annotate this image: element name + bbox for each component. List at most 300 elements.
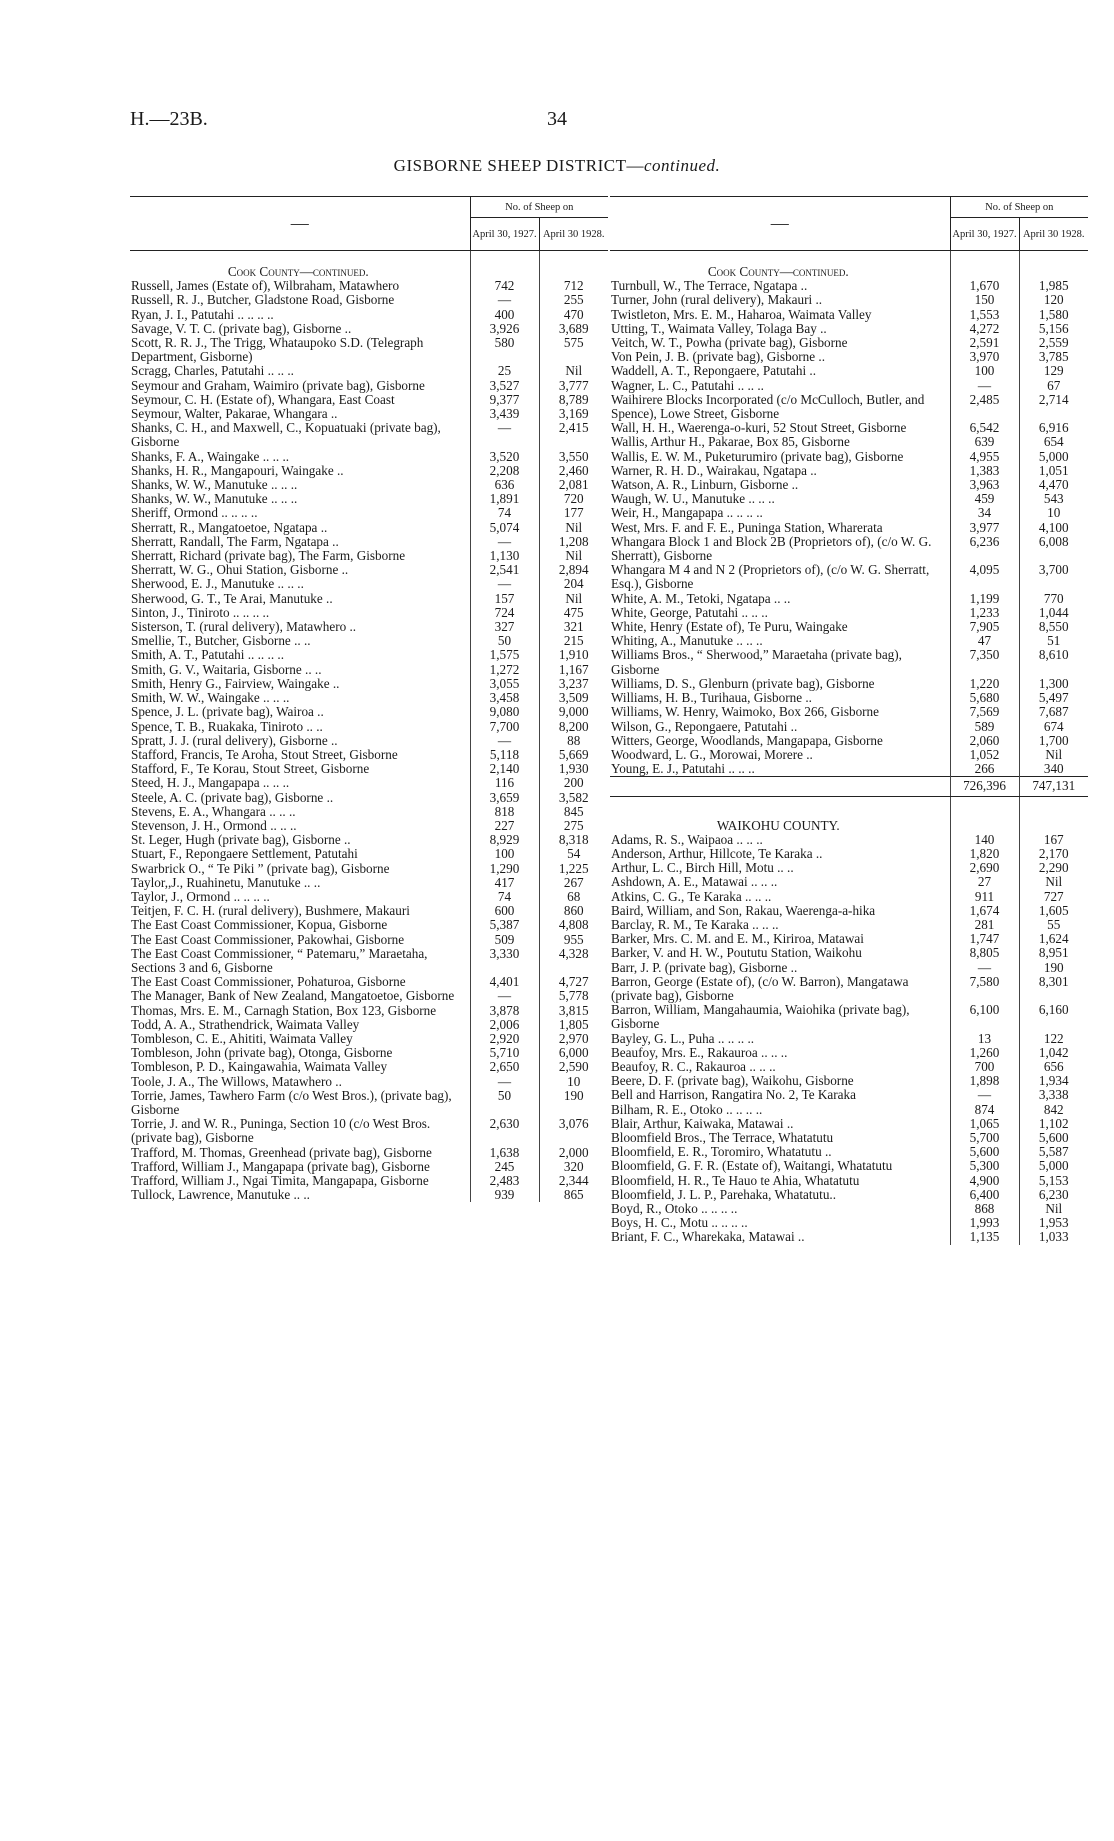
right-body-2 [610, 833, 1088, 1245]
sheep-1927: 1,065 [950, 1117, 1019, 1131]
holder-name: Briant, F. C., Wharekaka, Matawai .. [611, 1229, 805, 1245]
sheep-1928: 475 [539, 606, 608, 620]
table-row [610, 1174, 1088, 1188]
sheep-1928: 4,470 [1019, 478, 1088, 492]
holder-name: Trafford, M. Thomas, Greenhead (private bag), Gisborne [131, 1144, 432, 1160]
holder-name: The East Coast Commissioner, Kopua, Gisborne [131, 917, 388, 933]
table-row [130, 450, 608, 464]
table-row [610, 720, 1088, 734]
sheep-1928: 5,778 [539, 989, 608, 1003]
sheep-1927: — [470, 734, 539, 748]
holder-name: West, Mrs. F. and F. E., Puninga Station, Wharerata [611, 519, 883, 535]
table-row [130, 947, 608, 975]
holder-name: The East Coast Commissioner, “ Patemaru,” Maraetaha, Sections 3 and 6, Gisborne [131, 945, 428, 975]
holder-name: Beaufoy, Mrs. E., Rakauroa .. .. .. [611, 1044, 788, 1060]
holder-name: Bloomfield, G. F. R. (Estate of), Waitangi, Whatatutu [611, 1158, 893, 1174]
sheep-1927: 5,700 [950, 1131, 1019, 1145]
holder-name: Teitjen, F. C. H. (rural delivery), Bushmere, Makauri [131, 903, 410, 919]
sheep-1927: 3,977 [950, 521, 1019, 535]
sheep-1928: 2,894 [539, 563, 608, 577]
holder-name: Ashdown, A. E., Matawai .. .. .. [611, 874, 778, 890]
sheep-1927: 4,900 [950, 1174, 1019, 1188]
sheep-1927: 4,272 [950, 322, 1019, 336]
sheep-1928: 3,815 [539, 1004, 608, 1018]
sheep-1927: 5,387 [470, 918, 539, 932]
sheep-1927: 1,199 [950, 592, 1019, 606]
sheep-1927: 34 [950, 506, 1019, 520]
sheep-1927: — [470, 535, 539, 549]
table-row [610, 1074, 1088, 1088]
sheep-1927: 1,233 [950, 606, 1019, 620]
holder-name: Steele, A. C. (private bag), Gisborne .. [131, 789, 334, 805]
sheep-1928: 3,582 [539, 791, 608, 805]
sheep-1927: 7,905 [950, 620, 1019, 634]
waikohu-county-heading: WAIKOHU COUNTY. [716, 817, 840, 833]
table-row [610, 450, 1088, 464]
sheep-1928: 674 [1019, 720, 1088, 734]
sheep-1928: 5,669 [539, 748, 608, 762]
sheep-1927: 100 [470, 847, 539, 861]
sheep-1928: 1,102 [1019, 1117, 1088, 1131]
sheep-1928: 54 [539, 847, 608, 861]
sheep-1927: 1,891 [470, 492, 539, 506]
sheep-1927: 2,541 [470, 563, 539, 577]
sheep-1927: 140 [950, 833, 1019, 847]
holder-name: Taylor,,J., Ruahinetu, Manutuke .. .. [131, 874, 321, 890]
table-row [130, 308, 608, 322]
table-row [610, 364, 1088, 378]
holder-name: Waddell, A. T., Repongaere, Patutahi .. [611, 363, 817, 379]
sheep-1927: 27 [950, 875, 1019, 889]
sheep-1928: 1,033 [1019, 1230, 1088, 1244]
left-body [130, 251, 608, 1203]
sheep-1928: 8,318 [539, 833, 608, 847]
sheep-1928: 5,153 [1019, 1174, 1088, 1188]
holder-name: Trafford, William J., Ngai Timita, Mangapapa, Gisborne [131, 1173, 429, 1188]
table-row [130, 776, 608, 790]
sheep-1928: 8,951 [1019, 946, 1088, 960]
holder-name: Scragg, Charles, Patutahi .. .. .. [131, 363, 294, 379]
sheep-1928: 2,344 [539, 1174, 608, 1188]
table-row [610, 677, 1088, 691]
table-row [130, 791, 608, 805]
sheep-1928: 1,208 [539, 535, 608, 549]
title-continued: continued. [644, 156, 721, 175]
table-row [610, 833, 1088, 847]
holder-name: White, George, Patutahi .. .. .. [611, 604, 768, 620]
sheep-1927: 1,747 [950, 932, 1019, 946]
sheep-1927: 459 [950, 492, 1019, 506]
sheep-1928: Nil [1019, 875, 1088, 889]
sheep-1928: 2,590 [539, 1060, 608, 1074]
sheep-1927: 266 [950, 762, 1019, 777]
sheep-1928: 68 [539, 890, 608, 904]
sheep-1927: 2,591 [950, 336, 1019, 350]
holder-name: Spence, J. L. (private bag), Wairoa .. [131, 704, 324, 720]
table-row [610, 308, 1088, 322]
table-row [130, 620, 608, 634]
table-row [610, 1060, 1088, 1074]
sheep-1928: 1,910 [539, 648, 608, 662]
sheep-1927: 9,377 [470, 393, 539, 407]
sheep-1928: 55 [1019, 918, 1088, 932]
table-row [610, 847, 1088, 861]
table-row [610, 890, 1088, 904]
sheep-1928: 5,000 [1019, 450, 1088, 464]
holder-name: Boys, H. C., Motu .. .. .. .. [611, 1215, 748, 1231]
holder-name: Smellie, T., Butcher, Gisborne .. .. [131, 633, 311, 649]
sheep-1928: 2,460 [539, 464, 608, 478]
sheep-1928: 3,700 [1019, 563, 1088, 591]
sheep-1928: 865 [539, 1188, 608, 1202]
sheep-1928: 654 [1019, 435, 1088, 449]
sheep-1927: 2,483 [470, 1174, 539, 1188]
table-row [130, 506, 608, 520]
right-total-body [610, 777, 1088, 833]
left-dash-header: — [130, 197, 470, 251]
total-1927: 726,396 [950, 777, 1019, 796]
holder-name: Williams, W. Henry, Waimoko, Box 266, Gisborne [611, 704, 879, 720]
sheep-1927: 281 [950, 918, 1019, 932]
holder-name: Stuart, F., Repongaere Settlement, Patutahi [131, 846, 358, 862]
holder-name: Bloomfield, E. R., Toromiro, Whatatutu .. [611, 1144, 832, 1160]
sheep-1928: 215 [539, 634, 608, 648]
table-row [130, 833, 608, 847]
sheep-1928: 3,237 [539, 677, 608, 691]
holder-name: Russell, James (Estate of), Wilbraham, Matawhero [131, 278, 400, 294]
sheep-1927: 5,074 [470, 521, 539, 535]
table-row [610, 620, 1088, 634]
holder-name: Bayley, G. L., Puha .. .. .. .. [611, 1030, 755, 1046]
sheep-1927: 600 [470, 904, 539, 918]
sheep-1928: 255 [539, 293, 608, 307]
holder-name: Barron, George (Estate of), (c/o W. Barron), Mangatawa (private bag), Gisborne [611, 973, 909, 1003]
holder-name: Thomas, Mrs. E. M., Carnagh Station, Box 123, Gisborne [131, 1002, 437, 1018]
sheep-1927: 3,458 [470, 691, 539, 705]
table-row [610, 606, 1088, 620]
holder-name: Twistleton, Mrs. E. M., Haharoa, Waimata Valley [611, 306, 872, 322]
holder-name: White, Henry (Estate of), Te Puru, Waingake [611, 619, 848, 635]
holder-name: Smith, A. T., Patutahi .. .. .. .. [131, 647, 285, 663]
sheep-1927: 3,055 [470, 677, 539, 691]
holder-name: Tullock, Lawrence, Manutuke .. .. [131, 1187, 310, 1203]
sheep-1927: 9,080 [470, 705, 539, 719]
sheep-1927: 1,638 [470, 1146, 539, 1160]
table-row [610, 634, 1088, 648]
table-row [610, 336, 1088, 350]
right-table [610, 196, 1088, 1245]
sheep-1928: 2,000 [539, 1146, 608, 1160]
table-row [130, 407, 608, 421]
holder-name: Whangara Block 1 and Block 2B (Proprietors of), (c/o W. G. Sherratt), Gisborne [611, 533, 932, 564]
holder-name: Steed, H. J., Mangapapa .. .. .. [131, 775, 290, 791]
sheep-1927: — [470, 577, 539, 591]
sheep-1927: 7,700 [470, 720, 539, 734]
table-row [610, 1088, 1088, 1102]
holder-name: Baird, William, and Son, Rakau, Waerenga-a-hika [611, 902, 876, 918]
table-row [610, 464, 1088, 478]
holder-name: Bilham, R. E., Otoko .. .. .. .. [611, 1101, 763, 1117]
table-row [130, 1089, 608, 1117]
sheep-1928: 88 [539, 734, 608, 748]
table-row [130, 904, 608, 918]
sheep-1928: 340 [1019, 762, 1088, 777]
sheep-1927: 868 [950, 1202, 1019, 1216]
table-row [610, 705, 1088, 719]
sheep-1928: 3,689 [539, 322, 608, 336]
sheep-1927: 1,130 [470, 549, 539, 563]
table-row [130, 379, 608, 393]
holder-name: Sherratt, Richard (private bag), The Farm, Gisborne [131, 548, 406, 564]
sheep-1927: 7,569 [950, 705, 1019, 719]
sheep-1928: 3,509 [539, 691, 608, 705]
sheep-1927: 939 [470, 1188, 539, 1202]
holder-name: St. Leger, Hugh (private bag), Gisborne .. [131, 832, 351, 848]
sheep-1928: 67 [1019, 379, 1088, 393]
holder-name: Weir, H., Mangapapa .. .. .. .. [611, 505, 763, 521]
sheep-1927: 580 [470, 336, 539, 364]
sheep-1927: — [950, 379, 1019, 393]
holder-name: Toole, J. A., The Willows, Matawhero .. [131, 1073, 342, 1089]
sheep-1928: 3,169 [539, 407, 608, 421]
table-row [610, 563, 1088, 591]
holder-name: Todd, A. A., Strathendrick, Waimata Valley [131, 1016, 360, 1032]
holder-name: Shanks, C. H., and Maxwell, C., Kopuatuaki (private bag), Gisborne [131, 420, 441, 450]
sheep-1927: 6,100 [950, 1003, 1019, 1031]
sheep-1927: 2,060 [950, 734, 1019, 748]
holder-name: Bell and Harrison, Rangatira No. 2, Te Karaka [611, 1087, 856, 1103]
sheep-1927: 2,140 [470, 762, 539, 776]
sheep-1927: 2,690 [950, 861, 1019, 875]
sheep-1927: 3,330 [470, 947, 539, 975]
sheep-1927: 6,542 [950, 421, 1019, 435]
sheep-1927: 417 [470, 876, 539, 890]
sheep-1928: 8,610 [1019, 648, 1088, 676]
sheep-1927: — [470, 1075, 539, 1089]
table-row [610, 918, 1088, 932]
table-row [130, 890, 608, 904]
table-row [130, 1146, 608, 1160]
sheep-1927: 7,350 [950, 648, 1019, 676]
sheep-1928: 5,000 [1019, 1159, 1088, 1173]
sheep-1928: 1,300 [1019, 677, 1088, 691]
sheep-1928: 1,953 [1019, 1216, 1088, 1230]
holder-name: Stevenson, J. H., Ormond .. .. .. [131, 817, 297, 833]
sheep-1928: 860 [539, 904, 608, 918]
sheep-1928: 2,415 [539, 421, 608, 449]
table-row [610, 1230, 1088, 1244]
sheep-1928: 575 [539, 336, 608, 364]
sheep-1927: 509 [470, 933, 539, 947]
sheep-1928: 1,934 [1019, 1074, 1088, 1088]
sheep-1927: 742 [470, 279, 539, 293]
sheep-1928: 51 [1019, 634, 1088, 648]
holder-name: Tombleson, P. D., Kaingawahia, Waimata Valley [131, 1059, 388, 1075]
sheep-1927: 2,650 [470, 1060, 539, 1074]
table-row [130, 1032, 608, 1046]
sheep-1928: 275 [539, 819, 608, 833]
holder-name: Von Pein, J. B. (private bag), Gisborne .. [611, 349, 826, 365]
sheep-1927: — [470, 421, 539, 449]
sheep-1928: Nil [1019, 1202, 1088, 1216]
table-row [610, 1003, 1088, 1031]
table-row [610, 734, 1088, 748]
holder-name: Williams Bros., “ Sherwood,” Maraetaha (private bag), Gisborne [611, 647, 902, 677]
table-row [610, 762, 1088, 777]
holder-name: Trafford, William J., Mangapapa (private bag), Gisborne [131, 1158, 430, 1174]
right-col-1927: April 30, 1927. [950, 218, 1019, 251]
sheep-1927: 3,527 [470, 379, 539, 393]
table-row [130, 989, 608, 1003]
holder-name: Smith, W. W., Waingake .. .. .. [131, 690, 290, 706]
sheep-1928: 3,338 [1019, 1088, 1088, 1102]
sheep-1928: 845 [539, 805, 608, 819]
left-table [130, 196, 608, 1202]
table-row [610, 748, 1088, 762]
total-1928: 747,131 [1019, 777, 1088, 796]
sheep-1927: 874 [950, 1103, 1019, 1117]
holder-name: Wallis, Arthur H., Pakarae, Box 85, Gisborne [611, 434, 850, 450]
holder-name: Shanks, W. W., Manutuke .. .. .. [131, 477, 298, 493]
page-title [0, 156, 1114, 176]
sheep-1928: 200 [539, 776, 608, 790]
sheep-1927: 700 [950, 1060, 1019, 1074]
right-column [610, 196, 1088, 1245]
table-row [130, 1060, 608, 1074]
holder-name: Tombleson, C. E., Ahititi, Waimata Valley [131, 1030, 353, 1046]
sheep-1928: 190 [539, 1089, 608, 1117]
holder-name: Barr, J. P. (private bag), Gisborne .. [611, 959, 798, 975]
table-row [130, 691, 608, 705]
holder-name: Sherratt, W. G., Ohui Station, Gisborne .. [131, 562, 349, 578]
holder-name: Wagner, L. C., Patutahi .. .. .. [611, 377, 764, 393]
sheep-1928: Nil [539, 549, 608, 563]
sheep-1927: 1,383 [950, 464, 1019, 478]
sheep-1927: 74 [470, 890, 539, 904]
holder-name: Seymour, Walter, Pakarae, Whangara .. [131, 406, 338, 422]
holder-name: Watson, A. R., Linburn, Gisborne .. [611, 477, 799, 493]
sheep-1927: 5,118 [470, 748, 539, 762]
sheep-1928: 1,580 [1019, 308, 1088, 322]
left-col-1928: April 30 1928. [539, 218, 608, 251]
table-row [610, 478, 1088, 492]
holder-name: Taylor, J., Ormond .. .. .. .. [131, 888, 270, 904]
sheep-1927: 5,600 [950, 1145, 1019, 1159]
table-row [610, 1131, 1088, 1145]
sheep-1928: 1,605 [1019, 904, 1088, 918]
holder-name: Adams, R. S., Waipaoa .. .. .. [611, 831, 763, 847]
sheep-1928: 8,789 [539, 393, 608, 407]
holder-name: Bloomfield Bros., The Terrace, Whatatutu [611, 1129, 834, 1145]
sheep-1928: 129 [1019, 364, 1088, 378]
holder-name: Bloomfield, H. R., Te Hauo te Ahia, Whatatutu [611, 1172, 860, 1188]
holder-name: Savage, V. T. C. (private bag), Gisborne .. [131, 320, 352, 336]
title-main: GISBORNE SHEEP DISTRICT— [393, 156, 645, 175]
sheep-1927: 5,680 [950, 691, 1019, 705]
holder-name: Barker, V. and H. W., Poututu Station, Waikohu [611, 945, 862, 961]
table-row [130, 762, 608, 776]
holder-name: Smith, G. V., Waitaria, Gisborne .. .. [131, 661, 322, 677]
holder-name: Beaufoy, R. C., Rakauroa .. .. .. [611, 1058, 776, 1074]
sheep-1928: 3,076 [539, 1117, 608, 1145]
sheep-1927: 3,926 [470, 322, 539, 336]
sheep-1927: 818 [470, 805, 539, 819]
table-row [610, 506, 1088, 520]
sheep-1927: 2,006 [470, 1018, 539, 1032]
sheep-1927: 3,970 [950, 350, 1019, 364]
holder-name: Sisterson, T. (rural delivery), Matawhero .. [131, 619, 357, 635]
sheep-1927: 1,290 [470, 862, 539, 876]
holder-name: Sherwood, E. J., Manutuke .. .. .. [131, 576, 304, 592]
sheep-1927: 2,208 [470, 464, 539, 478]
left-col-1927: April 30, 1927. [470, 218, 539, 251]
sheep-1928: 955 [539, 933, 608, 947]
right-col-1928: April 30 1928. [1019, 218, 1088, 251]
table-row [130, 1046, 608, 1060]
table-row [130, 521, 608, 535]
table-row [130, 677, 608, 691]
table-row [130, 364, 608, 378]
holder-name: Barclay, R. M., Te Karaka .. .. .. [611, 916, 779, 932]
sheep-1927: 3,520 [470, 450, 539, 464]
table-row [130, 606, 608, 620]
table-row [130, 464, 608, 478]
sheep-1927: — [470, 989, 539, 1003]
sheep-1927: 1,220 [950, 677, 1019, 691]
sheep-1928: 5,587 [1019, 1145, 1088, 1159]
sheep-1927: 5,300 [950, 1159, 1019, 1173]
holder-name: Sherratt, R., Mangatoetoe, Ngatapa .. [131, 519, 328, 535]
sheep-1928: 4,328 [539, 947, 608, 975]
table-row [610, 393, 1088, 421]
sheep-1927: 1,670 [950, 279, 1019, 293]
sheep-1928: 167 [1019, 833, 1088, 847]
sheep-1928: 5,497 [1019, 691, 1088, 705]
sheep-1927: 1,820 [950, 847, 1019, 861]
sheep-1928: Nil [539, 364, 608, 378]
table-row [610, 1032, 1088, 1046]
holder-name: Russell, R. J., Butcher, Gladstone Road, Gisborne [131, 292, 395, 308]
sheep-1927: 1,052 [950, 748, 1019, 762]
holder-name: Stafford, Francis, Te Aroha, Stout Street, Gisborne [131, 746, 398, 762]
table-row [610, 961, 1088, 975]
sheep-1928: 3,777 [539, 379, 608, 393]
sheep-1928: 4,808 [539, 918, 608, 932]
sheep-1927: 13 [950, 1032, 1019, 1046]
holder-name: Williams, H. B., Turihaua, Gisborne .. [611, 690, 812, 706]
sheep-1927: 2,920 [470, 1032, 539, 1046]
sheep-1928: 1,985 [1019, 279, 1088, 293]
table-row [130, 734, 608, 748]
sheep-1928: 7,687 [1019, 705, 1088, 719]
sheep-1927: 3,439 [470, 407, 539, 421]
sheep-1928: 770 [1019, 592, 1088, 606]
sheep-1928: 6,000 [539, 1046, 608, 1060]
sheep-1927: 400 [470, 308, 539, 322]
table-row [130, 421, 608, 449]
table-row [610, 975, 1088, 1003]
sheep-1927: 25 [470, 364, 539, 378]
table-row [130, 1018, 608, 1032]
holder-name: Waihirere Blocks Incorporated (c/o McCulloch, Butler, and Spence), Lowe Street, Gisborne [611, 391, 925, 422]
table-row [610, 435, 1088, 449]
table-row [130, 918, 608, 932]
sheep-1927: 3,963 [950, 478, 1019, 492]
table-row [130, 322, 608, 336]
sheep-1927: 1,135 [950, 1230, 1019, 1244]
table-row [130, 393, 608, 407]
table-row [610, 904, 1088, 918]
